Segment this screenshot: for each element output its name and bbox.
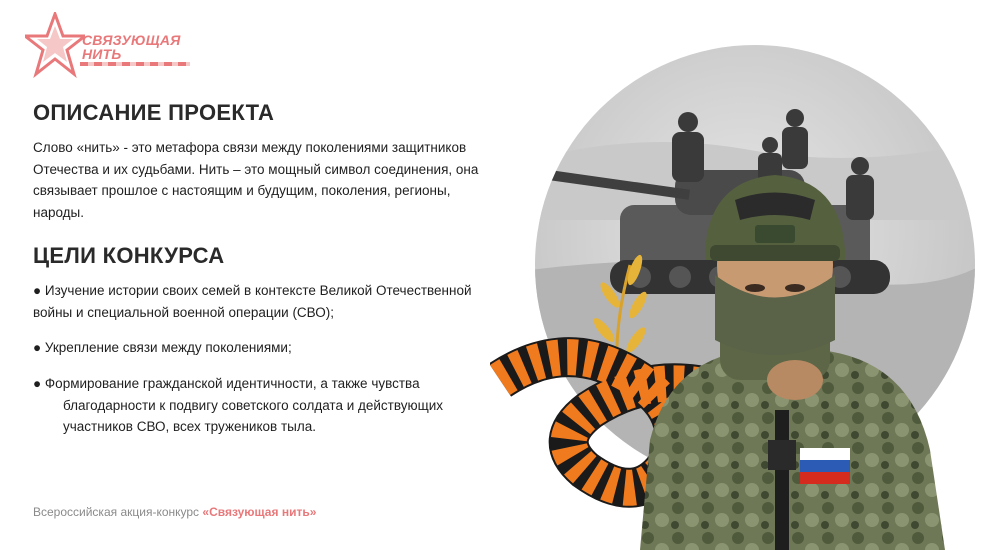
- bullet: ●: [33, 283, 42, 298]
- logo-line2: НИТЬ: [82, 46, 122, 62]
- footer-accent: «Связующая нить»: [202, 505, 317, 519]
- goal-item-1: [33, 280, 493, 323]
- goal-item-3: [33, 373, 493, 438]
- footer-prefix: Всероссийская акция-конкурс: [33, 505, 203, 519]
- bullet: ●: [33, 340, 42, 355]
- logo-ribbon: [80, 62, 190, 66]
- footer: [33, 505, 316, 519]
- description-text: Слово «нить» - это метафора связи между поколениями защитников Отечества и их судьбами. Нить – это мощный символ соединения, она связывает прошлое с настоящим и будущим, поколения, регионы, народы.: [33, 140, 479, 220]
- bullet: ●: [33, 376, 42, 391]
- goals-heading: ЦЕЛИ КОНКУРСА: [33, 243, 225, 268]
- goal-item-3-line1: Формирование гражданской идентичности, а также чувства: [44, 376, 420, 391]
- goal-item-1-text: Изучение истории своих семей в контексте Великой Отечественной войны и специальной военной операции (СВО);: [33, 283, 472, 320]
- logo-text: [82, 33, 181, 61]
- goal-item-2: [33, 337, 493, 359]
- russian-flag-patch: [800, 448, 850, 484]
- logo: [25, 12, 181, 78]
- hero-illustration: [490, 20, 1000, 550]
- goal-item-3-rest: благодарности к подвигу советского солдата и действующих участников СВО, всех тружеников тыла.: [63, 397, 444, 434]
- star-icon: [25, 12, 85, 78]
- description-heading: ОПИСАНИЕ ПРОЕКТА: [33, 100, 275, 125]
- logo-line1: СВЯЗУЮЩАЯ: [82, 32, 181, 48]
- goal-item-2-text: Укрепление связи между поколениями;: [44, 340, 292, 355]
